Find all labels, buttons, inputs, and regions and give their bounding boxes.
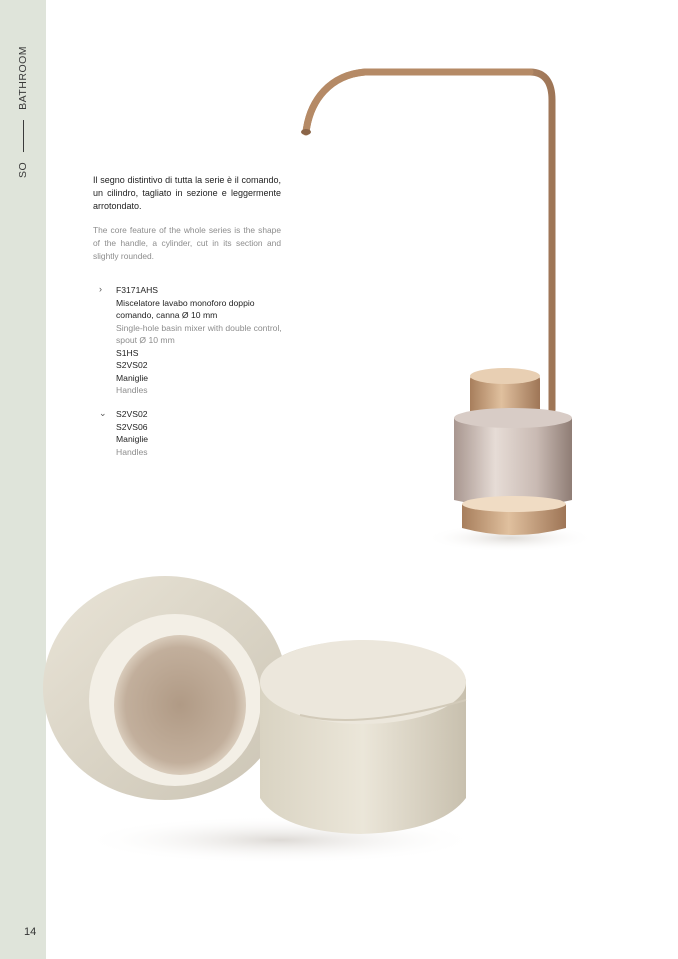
intro-italian: Il segno distintivo di tutta la serie è il comando, un cilindro, tagliato in sezione e leggermente arrotondato.	[93, 175, 281, 211]
spec-block-handles	[101, 408, 291, 458]
component-label-italian: Maniglie	[116, 372, 149, 383]
component-code: S2VS06	[116, 421, 148, 432]
component-label-english: Handles	[116, 385, 148, 395]
faucet-image	[290, 60, 590, 560]
spec-block-mixer	[101, 284, 291, 397]
product-name-english: Single-hole basin mixer with double control, spout Ø 10 mm	[116, 322, 282, 345]
handles-image	[20, 540, 500, 870]
component-code: S2VS02	[116, 409, 148, 419]
product-code: F3171AHS	[116, 285, 159, 295]
section-name: BATHROOM	[17, 45, 29, 110]
intro-english: The core feature of the whole series is the shape of the handle, a cylinder, cut in its section and slightly rounded.	[93, 225, 281, 261]
title-divider	[23, 120, 24, 152]
component-code: S1HS	[116, 347, 139, 358]
component-label-english: Handles	[116, 446, 148, 457]
page-number: 14	[24, 926, 37, 938]
product-name-italian: Miscelatore lavabo monoforo doppio comando, canna Ø 10 mm	[116, 297, 255, 320]
component-code: S2VS02	[116, 360, 148, 370]
series-name: SO	[17, 161, 29, 179]
chevron-right-icon: ›	[99, 284, 102, 294]
chevron-down-icon: ⌄	[99, 408, 107, 418]
section-title	[17, 46, 29, 178]
component-label-italian: Maniglie	[116, 434, 149, 444]
